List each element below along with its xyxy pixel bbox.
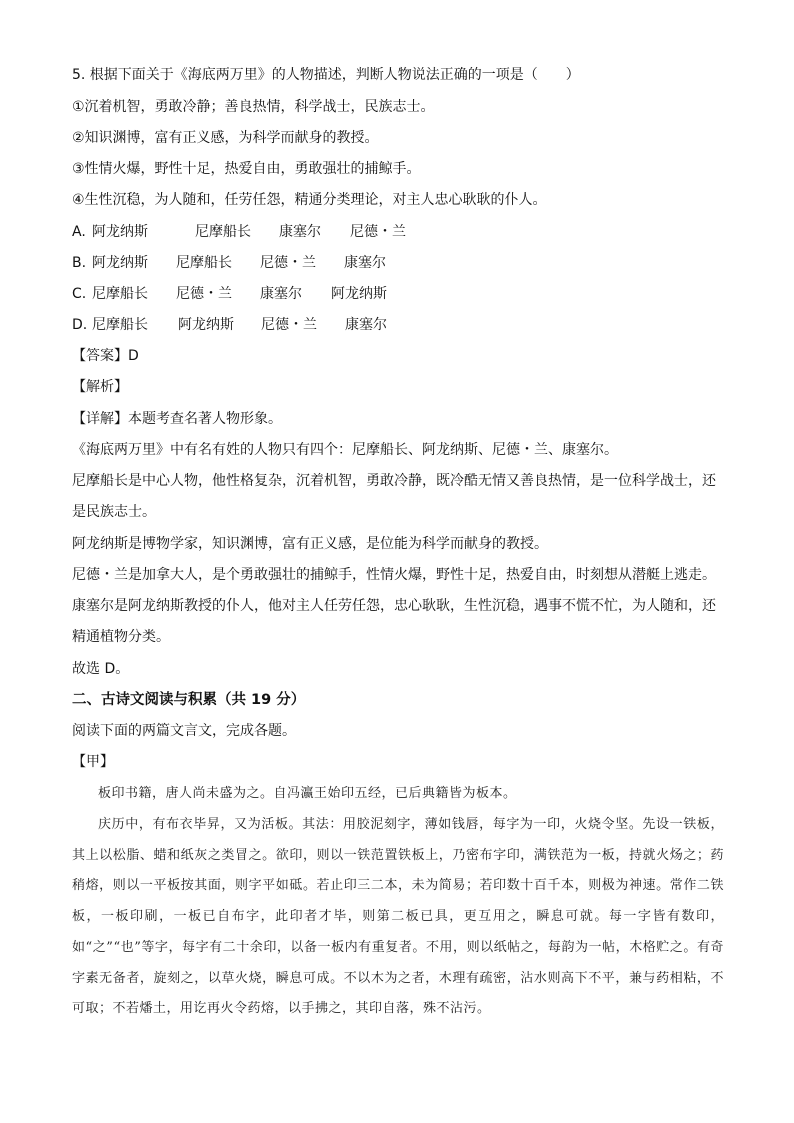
- explanation-p2-line2: 是民族志士。: [72, 504, 156, 520]
- option-b-name-2: 尼摩船长: [176, 255, 232, 271]
- option-c-name-3: 康塞尔: [260, 286, 302, 302]
- description-1: ①沉着机智，勇敢冷静；善良热情，科学战士，民族志士。: [72, 99, 435, 115]
- classical-para-1: 板印书籍，唐人尚未盛为之。自冯瀛王始印五经，已后典籍皆为板本。: [98, 786, 517, 801]
- option-c-name-2: 尼德・兰: [176, 286, 232, 302]
- option-a: [72, 222, 406, 242]
- detail-line: 【详解】本题考查名著人物形象。: [72, 411, 282, 427]
- option-b-name-3: 尼德・兰: [260, 255, 316, 271]
- option-c-name-1: 尼摩船长: [92, 286, 148, 302]
- classical-para-2: 庆历中，有布衣毕昇，又为活板。其法：用胶泥刻字，薄如钱唇，每字为一印，火烧令坚。先设一铁板，其上以松脂、蜡和纸灰之类冒之。欲印，则以一铁范置铁板上，乃密布字印，满铁范为一板，持就火炀之；药稍熔，则以一平板按其面，则字平如砥。若止印三二本，未为简易；若印数十百千本，则极为神速。常作二铁板，一板印刷，一板已自布字，此印者才毕，则第二板已具，更互用之，瞬息可就。每一字皆有数印，如“之”“也”等字，每字有二十余印，以备一板内有重复者。不用，则以纸帖之，每韵为一帖，木格贮之。有奇字素无备者，旋刻之，以草火烧，瞬息可成。不以木为之者，木理有疏密，沾水则高下不平，兼与药相粘，不可取；不若燔土，用讫再火令药熔，以手拂之，其印自落，殊不沾污。: [72, 817, 724, 1017]
- explanation-p2-line1: 尼摩船长是中心人物，他性格复杂，沉着机智，勇敢冷静，既冷酷无情又善良热情，是一位科学战士，还: [72, 473, 716, 489]
- explanation-p3: 阿龙纳斯是博物学家，知识渊博，富有正义感，是位能为科学而献身的教授。: [72, 536, 548, 552]
- option-d-name-1: 尼摩船长: [92, 317, 148, 333]
- question-stem: 5. 根据下面关于《海底两万里》的人物描述，判断人物说法正确的一项是（ ）: [72, 67, 580, 83]
- option-a-name-4: 尼德・兰: [350, 224, 406, 240]
- option-d-name-4: 康塞尔: [345, 317, 387, 333]
- option-b: [72, 253, 386, 273]
- option-b-letter: B.: [72, 255, 87, 271]
- option-c: [72, 284, 387, 304]
- conclusion: 故选 D。: [72, 661, 130, 677]
- option-a-name-1: 阿龙纳斯: [92, 224, 148, 240]
- explanation-p1: 《海底两万里》中有名有姓的人物只有四个：尼摩船长、阿龙纳斯、尼德・兰、康塞尔。: [72, 442, 618, 458]
- option-b-name-4: 康塞尔: [344, 255, 386, 271]
- analysis-label: 【解析】: [72, 379, 128, 395]
- option-d-name-2: 阿龙纳斯: [178, 317, 234, 333]
- option-a-letter: A.: [72, 224, 86, 240]
- description-3: ③性情火爆，野性十足，热爱自由，勇敢强壮的捕鲸手。: [72, 161, 421, 177]
- option-a-name-3: 康塞尔: [279, 224, 321, 240]
- section-title: 二、古诗文阅读与积累（共 19 分）: [72, 692, 306, 708]
- option-c-name-4: 阿龙纳斯: [331, 286, 387, 302]
- explanation-p5-line1: 康塞尔是阿龙纳斯教授的仆人，他对主人任劳任怨，忠心耿耿，生性沉稳，遇事不慌不忙，为人随和，还: [72, 598, 716, 614]
- option-d: [72, 315, 387, 335]
- option-c-letter: C.: [72, 286, 87, 302]
- section-instruction: 阅读下面的两篇文言文，完成各题。: [72, 723, 296, 739]
- description-4: ④生性沉稳，为人随和，任劳任怨，精通分类理论，对主人忠心耿耿的仆人。: [72, 192, 547, 208]
- option-b-name-1: 阿龙纳斯: [92, 255, 148, 271]
- explanation-p5-line2: 精通植物分类。: [72, 629, 170, 645]
- option-a-name-2: 尼摩船长: [195, 224, 251, 240]
- option-d-name-3: 尼德・兰: [261, 317, 317, 333]
- answer-label: 【答案】D: [72, 348, 139, 364]
- part-label: 【甲】: [72, 754, 114, 770]
- option-d-letter: D.: [72, 317, 88, 333]
- description-2: ②知识渊博，富有正义感，为科学而献身的教授。: [72, 130, 379, 146]
- explanation-p4: 尼德・兰是加拿大人，是个勇敢强壮的捕鲸手，性情火爆，野性十足，热爱自由，时刻想从潜艇上逃走。: [72, 567, 716, 583]
